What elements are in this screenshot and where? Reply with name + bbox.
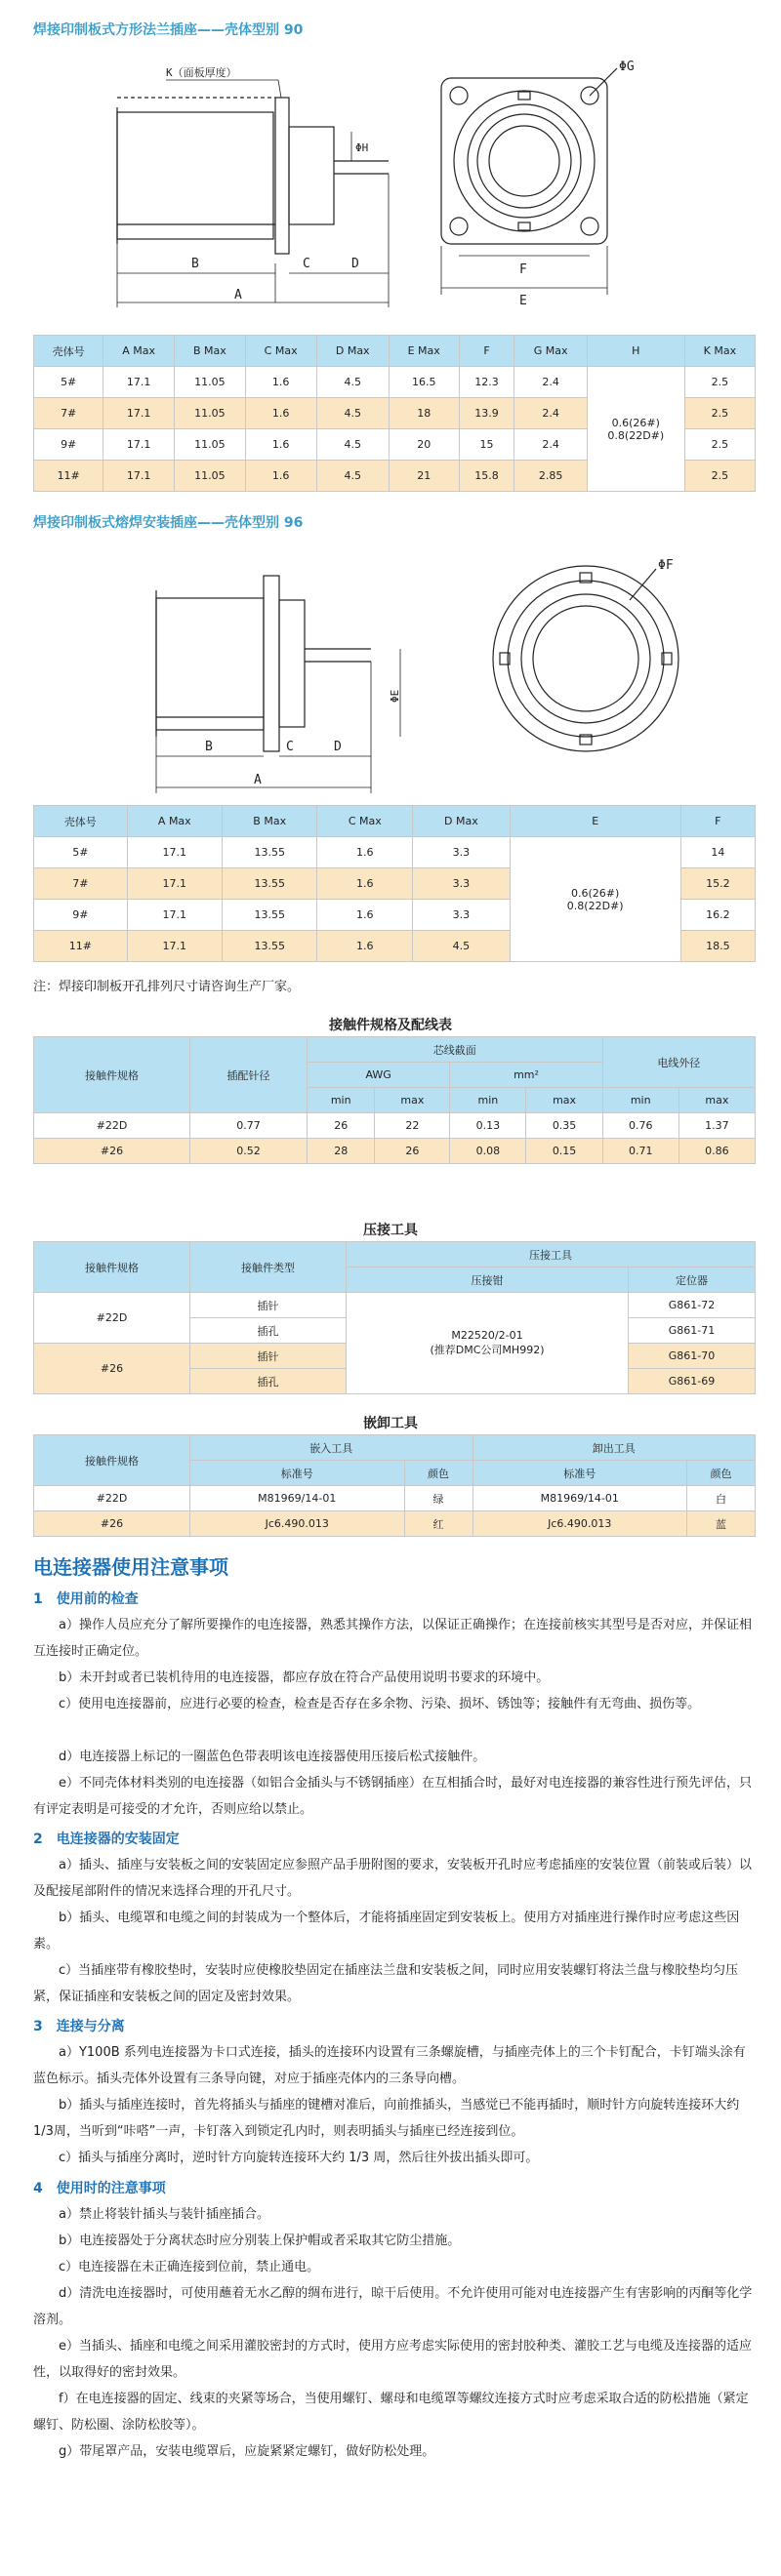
- col-header: A Max: [103, 336, 175, 367]
- label-b96: B: [205, 740, 213, 754]
- paragraph: a）Y100B 系列电连接器为卡口式连接，插头的连接环内设置有三条螺旋槽，与插座壳体上的三个卡钉配合，卡钉端头涂有蓝色标示。插头壳体外设置有三条导向键，对应于插座壳体内的三条导向槽。: [33, 2045, 746, 2086]
- cell: 11.05: [174, 367, 245, 398]
- shell-90-drawing: [0, 39, 781, 312]
- cell: 2.5: [684, 461, 755, 492]
- col-header: G Max: [514, 336, 587, 367]
- table-header-row: [34, 336, 756, 367]
- e-value: 0.8(22D#): [566, 899, 624, 912]
- cell: 4.5: [316, 367, 389, 398]
- h-merged-cell: [587, 367, 684, 492]
- paragraph: f）在电连接器的固定、线束的夹紧等场合，当使用螺钉、螺母和电缆罩等螺纹连接方式时应考虑采取合适的防松措施（紧定螺钉、防松圈、涂防松胶等）。: [33, 2392, 749, 2433]
- cell: G861-72: [629, 1293, 756, 1318]
- cell: 9#: [34, 429, 103, 461]
- cell: 17.1: [103, 367, 175, 398]
- dimension-lines-96: [156, 649, 400, 793]
- cell: 18: [389, 398, 459, 429]
- paragraph: a）插头、插座与安装板之间的安装固定应参照产品手册附图的要求，安装板开孔时应考虑插座的安装位置（前装或后装）以及配接尾部附件的情况来选择合理的开孔尺寸。: [33, 1858, 752, 1899]
- cell: 2.5: [684, 429, 755, 461]
- cell: 0.13: [450, 1113, 526, 1139]
- cell: 14: [680, 837, 755, 868]
- front-view-96: [493, 566, 678, 751]
- cell: 2.4: [514, 367, 587, 398]
- shell-96-drawing: [0, 532, 781, 795]
- col-header: 接触件类型: [190, 1242, 347, 1293]
- h-value: 0.6(26#): [611, 416, 660, 429]
- front-view-90: [441, 68, 617, 244]
- cell: 16.2: [680, 900, 755, 931]
- label-d96: D: [334, 740, 342, 754]
- cell: 插针: [190, 1344, 347, 1369]
- label-f96: ΦF: [658, 558, 674, 573]
- col-header: 压接钳: [347, 1268, 629, 1293]
- crimp-table-title: 压接工具: [363, 1223, 418, 1238]
- col-header: max: [678, 1088, 755, 1113]
- label-a: A: [234, 288, 242, 302]
- cell: 插针: [190, 1293, 347, 1318]
- col-header: B Max: [174, 336, 245, 367]
- paragraph: b）电连接器处于分离状态时应分别装上保护帽或者采取其它防尘措施。: [59, 2234, 461, 2248]
- cell: 3.3: [413, 837, 511, 868]
- shell-96-table: [33, 805, 756, 962]
- paragraph: a）禁止将装针插头与装针插座插合。: [59, 2207, 269, 2222]
- table-row: [34, 1486, 756, 1511]
- pcb-note: 注：焊接印制板开孔排列尺寸请咨询生产厂家。: [33, 980, 301, 994]
- col-header: 颜色: [687, 1461, 756, 1486]
- label-f: F: [519, 262, 527, 277]
- cell: 0.77: [190, 1113, 308, 1139]
- paragraph: d）清洗电连接器时，可使用蘸着无水乙醇的绸布进行，晾干后使用。不允许使用可能对电连接器产生有害影响的丙酮等化学溶剂。: [33, 2286, 753, 2327]
- table-row: [34, 367, 756, 398]
- side-view-90: [117, 98, 389, 254]
- cell: M81969/14-01: [473, 1486, 687, 1511]
- col-header: C Max: [245, 336, 316, 367]
- cell: 13.55: [222, 868, 316, 900]
- table-row: [34, 1139, 756, 1164]
- cell: 11.05: [174, 461, 245, 492]
- cell: 1.6: [317, 931, 413, 962]
- cell: 7#: [34, 868, 128, 900]
- cell: 2.85: [514, 461, 587, 492]
- paragraph: d）电连接器上标记的一圈蓝色色带表明该电连接器使用压接后松式接触件。: [59, 1750, 486, 1764]
- label-b: B: [191, 257, 199, 271]
- paragraph: c）使用电连接器前，应进行必要的检查，检查是否存在多余物、污染、损坏、锈蚀等；接触件有无弯曲、损伤等。: [59, 1697, 701, 1711]
- subsection-heading: 1 使用前的检查: [33, 1591, 139, 1607]
- paragraph: e）当插头、插座和电缆之间采用灌胶密封的方式时，使用方应考虑实际使用的密封胶种类、灌胶工艺与电缆及连接器的适应性，以取得好的密封效果。: [33, 2339, 752, 2380]
- cell: 0.35: [526, 1113, 602, 1139]
- paragraph: c）当插座带有橡胶垫时，安装时应使橡胶垫固定在插座法兰盘和安装板之间，同时应用安装螺钉将法兰盘与橡胶垫均匀压紧，保证插座和安装板之间的固定及密封效果。: [33, 1963, 739, 2004]
- col-header: 电线外径: [602, 1037, 755, 1088]
- cell: 5#: [34, 367, 103, 398]
- cell: 1.6: [317, 868, 413, 900]
- col-header: min: [308, 1088, 375, 1113]
- col-header: E: [510, 806, 680, 837]
- cell: 15: [459, 429, 514, 461]
- col-header: H: [587, 336, 684, 367]
- plier-merged-cell: [347, 1293, 629, 1394]
- label-c: C: [303, 257, 310, 271]
- cell: 3.3: [413, 900, 511, 931]
- cell: 17.1: [127, 868, 222, 900]
- cell: 11.05: [174, 429, 245, 461]
- cell: 9#: [34, 900, 128, 931]
- table-row: [34, 1293, 756, 1318]
- section2-title: 焊接印制板式熔焊安装插座——壳体型别 96: [33, 515, 304, 531]
- cell: 26: [375, 1139, 450, 1164]
- tool-table-title: 嵌卸工具: [363, 1416, 418, 1431]
- cell: M81969/14-01: [190, 1486, 405, 1511]
- col-header: F: [459, 336, 514, 367]
- cell: 13.55: [222, 900, 316, 931]
- cell: 0.52: [190, 1139, 308, 1164]
- cell: 插孔: [190, 1369, 347, 1394]
- label-h: ΦH: [355, 141, 369, 154]
- col-header: 接触件规格: [34, 1242, 190, 1293]
- table-row: [34, 1113, 756, 1139]
- cell: 17.1: [127, 931, 222, 962]
- col-header: A Max: [127, 806, 222, 837]
- cell: 13.9: [459, 398, 514, 429]
- cell: 17.1: [127, 900, 222, 931]
- cell: 28: [308, 1139, 375, 1164]
- dimension-lines-90: [117, 80, 389, 307]
- cell: Jc6.490.013: [473, 1511, 687, 1537]
- col-header: D Max: [316, 336, 389, 367]
- cell: 1.6: [245, 429, 316, 461]
- label-c96: C: [286, 740, 294, 754]
- cell: 0.86: [678, 1139, 755, 1164]
- cell: 4.5: [316, 429, 389, 461]
- paragraph: b）插头、电缆罩和电缆之间的封装成为一个整体后，才能将插座固定到安装板上。使用方对插座进行操作时应考虑这些因素。: [33, 1911, 740, 1952]
- cell: 4.5: [413, 931, 511, 962]
- paragraph: e）不同壳体材料类别的电连接器（如铝合金插头与不锈钢插座）在互相插合时，最好对电连接器的兼容性进行预先评估，只有评定表明是可接受的才允许，否则应给以禁止。: [33, 1776, 752, 1817]
- cell: 1.6: [317, 837, 413, 868]
- col-header: AWG: [308, 1063, 450, 1088]
- usage-notes-heading: 电连接器使用注意事项: [33, 1555, 228, 1579]
- h-value: 0.8(22D#): [607, 428, 665, 442]
- paragraph: a）操作人员应充分了解所要操作的电连接器，熟悉其操作方法，以保证正确操作；在连接前核实其型号是否对应，并保证相互连接时正确定位。: [33, 1618, 752, 1659]
- section1-title: 焊接印制板式方形法兰插座——壳体型别 90: [33, 22, 304, 38]
- label-d: D: [351, 257, 359, 271]
- col-header: 定位器: [629, 1268, 756, 1293]
- cell: 1.6: [245, 367, 316, 398]
- col-header: 颜色: [404, 1461, 473, 1486]
- col-header: 壳体号: [34, 806, 128, 837]
- label-e: E: [519, 294, 527, 308]
- col-header: 标准号: [190, 1461, 405, 1486]
- cell: 1.6: [245, 398, 316, 429]
- cell: 绿: [404, 1486, 473, 1511]
- col-header: min: [602, 1088, 678, 1113]
- e-value: 0.6(26#): [571, 886, 620, 900]
- e-merged-cell: [510, 837, 680, 962]
- cell: 13.55: [222, 931, 316, 962]
- cell: 12.3: [459, 367, 514, 398]
- label-k: K（面板厚度）: [166, 66, 237, 79]
- col-header: E Max: [389, 336, 459, 367]
- cell: 16.5: [389, 367, 459, 398]
- col-header: 标准号: [473, 1461, 687, 1486]
- table-row: [34, 837, 756, 868]
- plier-model: M22520/2-01: [451, 1329, 523, 1342]
- cell: G861-70: [629, 1344, 756, 1369]
- cell: 蓝: [687, 1511, 756, 1537]
- cell: #26: [34, 1511, 190, 1537]
- cell: #22D: [34, 1486, 190, 1511]
- col-header: max: [375, 1088, 450, 1113]
- cell: 2.4: [514, 398, 587, 429]
- cell: 白: [687, 1486, 756, 1511]
- subsection-heading: 4 使用时的注意事项: [33, 2181, 166, 2196]
- col-header: 压接工具: [347, 1242, 756, 1268]
- cell: 1.6: [245, 461, 316, 492]
- paragraph: g）带尾罩产品，安装电缆罩后，应旋紧紧定螺钉，做好防松处理。: [59, 2444, 435, 2459]
- subsection-heading: 3 连接与分离: [33, 2019, 125, 2034]
- col-header: 接触件规格: [34, 1435, 190, 1486]
- cell: G861-69: [629, 1369, 756, 1394]
- subsection-heading: 2 电连接器的安装固定: [33, 1831, 180, 1847]
- col-header: C Max: [317, 806, 413, 837]
- col-header: F: [680, 806, 755, 837]
- cell: #26: [34, 1139, 190, 1164]
- col-header: max: [526, 1088, 602, 1113]
- cell: 2.4: [514, 429, 587, 461]
- cell: 2.5: [684, 398, 755, 429]
- cell: 17.1: [103, 461, 175, 492]
- cell: 17.1: [127, 837, 222, 868]
- contact-table-title: 接触件规格及配线表: [329, 1018, 452, 1033]
- cell: 0.76: [602, 1113, 678, 1139]
- cell: 11#: [34, 931, 128, 962]
- side-view-96: [156, 576, 371, 751]
- cell: 7#: [34, 398, 103, 429]
- cell: 17.1: [103, 429, 175, 461]
- tool-table: [33, 1434, 756, 1537]
- cell: 26: [308, 1113, 375, 1139]
- paragraph: c）电连接器在未正确连接到位前，禁止通电。: [59, 2260, 320, 2274]
- cell: 1.6: [317, 900, 413, 931]
- cell: #22D: [34, 1293, 190, 1344]
- cell: 11.05: [174, 398, 245, 429]
- cell: 红: [404, 1511, 473, 1537]
- cell: 15.8: [459, 461, 514, 492]
- col-header: mm²: [450, 1063, 602, 1088]
- col-header: K Max: [684, 336, 755, 367]
- shell-90-table: [33, 335, 756, 492]
- cell: 20: [389, 429, 459, 461]
- label-a96: A: [254, 773, 262, 787]
- paragraph: b）未开封或者已装机待用的电连接器，都应存放在符合产品使用说明书要求的环境中。: [59, 1670, 550, 1685]
- col-header: 接触件规格: [34, 1037, 190, 1113]
- plier-recommend: (推荐DMC公司MH992): [430, 1344, 545, 1356]
- col-header: B Max: [222, 806, 316, 837]
- crimp-table: [33, 1241, 756, 1394]
- cell: 18.5: [680, 931, 755, 962]
- cell: #22D: [34, 1113, 190, 1139]
- paragraph: c）插头与插座分离时，逆时针方向旋转连接环大约 1/3 周，然后往外拔出插头即可。: [59, 2151, 539, 2165]
- col-header: 芯线截面: [308, 1037, 603, 1063]
- cell: 22: [375, 1113, 450, 1139]
- table-row: [34, 1511, 756, 1537]
- col-header: min: [450, 1088, 526, 1113]
- cell: 3.3: [413, 868, 511, 900]
- col-header: 嵌入工具: [190, 1435, 473, 1461]
- cell: 5#: [34, 837, 128, 868]
- cell: 21: [389, 461, 459, 492]
- contact-table: [33, 1036, 756, 1164]
- label-e96: ΦE: [389, 689, 401, 703]
- paragraph: b）插头与插座连接时，首先将插头与插座的键槽对准后，向前推插头，当感觉已不能再插时，顺时针方向旋转连接环大约1/3周，当听到“咔嗒”一声，卡钉落入到锁定孔内时，则表明插头与插座已经连接到位。: [33, 2098, 740, 2139]
- col-header: 插配针径: [190, 1037, 308, 1113]
- cell: 0.15: [526, 1139, 602, 1164]
- cell: 11#: [34, 461, 103, 492]
- cell: 0.71: [602, 1139, 678, 1164]
- cell: 4.5: [316, 461, 389, 492]
- col-header: 卸出工具: [473, 1435, 756, 1461]
- cell: 15.2: [680, 868, 755, 900]
- cell: 1.37: [678, 1113, 755, 1139]
- cell: 13.55: [222, 837, 316, 868]
- cell: 插孔: [190, 1318, 347, 1344]
- cell: G861-71: [629, 1318, 756, 1344]
- cell: 2.5: [684, 367, 755, 398]
- cell: 4.5: [316, 398, 389, 429]
- cell: Jc6.490.013: [190, 1511, 405, 1537]
- label-g: ΦG: [619, 60, 635, 74]
- cell: 0.08: [450, 1139, 526, 1164]
- col-header: D Max: [413, 806, 511, 837]
- table-header-row: [34, 806, 756, 837]
- cell: 17.1: [103, 398, 175, 429]
- col-header: 壳体号: [34, 336, 103, 367]
- cell: #26: [34, 1344, 190, 1394]
